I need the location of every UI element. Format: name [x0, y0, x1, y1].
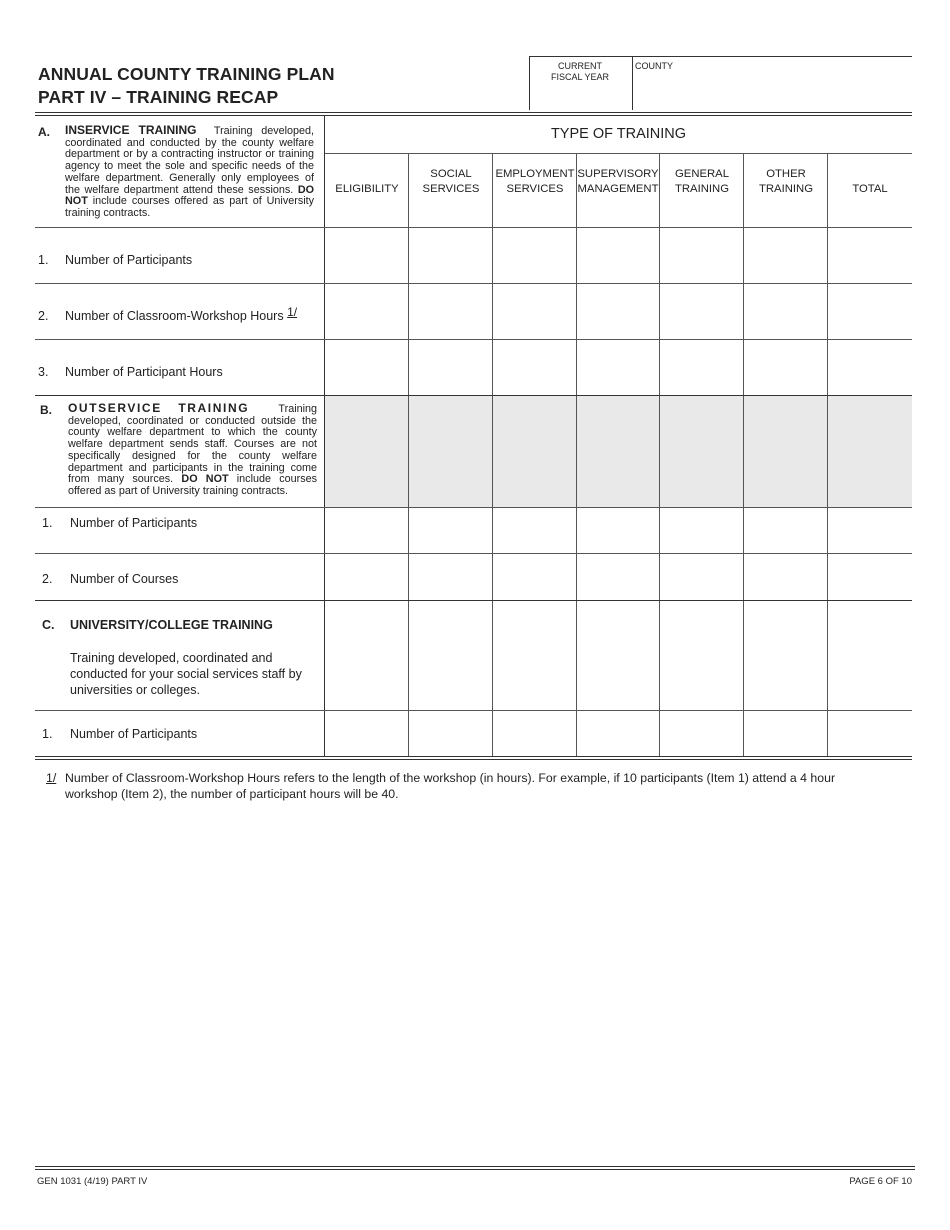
- section-b-heading: OUTSERVICE TRAINING: [68, 401, 250, 415]
- cell-inservice-participants-social-services[interactable]: [409, 228, 492, 283]
- cell-inservice-hours-supervisory[interactable]: [577, 284, 659, 339]
- cell-university-participants-total[interactable]: [828, 711, 912, 756]
- table-bottom-rule-2: [35, 759, 912, 760]
- col-header-other-training: OTHER TRAINING: [759, 168, 813, 195]
- cell-inservice-participant-hours-total[interactable]: [828, 340, 912, 395]
- cell-outservice-participants-other[interactable]: [744, 508, 827, 553]
- inservice-participant-hours-label: Number of Participant Hours: [65, 365, 223, 379]
- cell-inservice-hours-general[interactable]: [660, 284, 743, 339]
- type-of-training-rule: [325, 153, 912, 154]
- header-box-divider: [632, 56, 633, 110]
- col-header-supervisory-management: SUPERVISORY MANAGEMENT: [577, 168, 659, 195]
- form-title-line2: PART IV – TRAINING RECAP: [38, 87, 279, 107]
- section-c-letter: C.: [42, 618, 55, 632]
- section-c-heading: UNIVERSITY/COLLEGE TRAINING: [70, 618, 273, 632]
- header-box-top-rule: [530, 56, 912, 57]
- footer-rule-bottom: [35, 1169, 915, 1170]
- row-number: 2.: [38, 309, 49, 323]
- inservice-participants-label: Number of Participants: [65, 253, 193, 267]
- cell-outservice-courses-general[interactable]: [660, 554, 743, 600]
- cell-outservice-participants-eligibility[interactable]: [325, 508, 408, 553]
- outservice-courses-label: Number of Courses: [70, 572, 179, 586]
- cell-university-participants-social-services[interactable]: [409, 711, 492, 756]
- cell-inservice-hours-employment-services[interactable]: [493, 284, 576, 339]
- section-c-description: Training developed, coordinated and conducted for your social services staff by universities or colleges.: [70, 651, 302, 697]
- cell-inservice-participant-hours-general[interactable]: [660, 340, 743, 395]
- county-label: COUNTY: [635, 61, 673, 71]
- col-header-social-services: SOCIAL SERVICES: [422, 168, 480, 195]
- page-number: PAGE 6 OF 10: [849, 1176, 912, 1187]
- cell-outservice-participants-supervisory[interactable]: [577, 508, 659, 553]
- section-b-description: OUTSERVICE TRAINING Training developed, coordinated or conducted outside the county welfare department to which the county welfare department sends staff. Courses are not specifically designed for the county welfare department and participants in the training come from many sources. DO NOT include courses offered as part of University training contracts.: [68, 401, 318, 497]
- cell-outservice-courses-eligibility[interactable]: [325, 554, 408, 600]
- cell-university-participants-employment-services[interactable]: [493, 711, 576, 756]
- row-number: 1.: [42, 727, 53, 741]
- cell-outservice-participants-social-services[interactable]: [409, 508, 492, 553]
- university-participants-label: Number of Participants: [70, 727, 198, 741]
- cell-inservice-hours-eligibility[interactable]: [325, 284, 408, 339]
- cell-university-participants-eligibility[interactable]: [325, 711, 408, 756]
- form-title-line1: ANNUAL COUNTY TRAINING PLAN: [38, 64, 335, 84]
- section-a-description: INSERVICE TRAINING Training developed, coordinated and conducted by the county welfare department or by a contracting instructor or training agency to meet the sole and specific needs of the welfare department. Generally only employees of the welfare department attend these sessions. DO NOT include courses offered as part of University training contracts.: [65, 123, 315, 219]
- row-number: 3.: [38, 365, 49, 379]
- cell-inservice-participants-eligibility[interactable]: [325, 228, 408, 283]
- cell-inservice-participant-hours-supervisory[interactable]: [577, 340, 659, 395]
- table-bottom-rule-1: [35, 756, 912, 757]
- cell-inservice-participant-hours-eligibility[interactable]: [325, 340, 408, 395]
- form-id: GEN 1031 (4/19) PART IV: [37, 1176, 148, 1187]
- col-header-employment-services: EMPLOYMENT SERVICES: [495, 168, 575, 195]
- header-double-rule-bottom: [35, 115, 912, 116]
- cell-outservice-courses-social-services[interactable]: [409, 554, 492, 600]
- cell-outservice-courses-total[interactable]: [828, 554, 912, 600]
- cell-university-participants-supervisory[interactable]: [577, 711, 659, 756]
- cell-inservice-participant-hours-social-services[interactable]: [409, 340, 492, 395]
- footer-rule-top: [35, 1166, 915, 1167]
- cell-inservice-participant-hours-employment-services[interactable]: [493, 340, 576, 395]
- cell-inservice-participants-general[interactable]: [660, 228, 743, 283]
- col-header-total: TOTAL: [852, 183, 888, 195]
- cell-outservice-courses-employment-services[interactable]: [493, 554, 576, 600]
- cell-university-participants-general[interactable]: [660, 711, 743, 756]
- cell-inservice-participants-total[interactable]: [828, 228, 912, 283]
- cell-inservice-participants-other[interactable]: [744, 228, 827, 283]
- fiscal-year-field[interactable]: [531, 84, 631, 108]
- cell-inservice-hours-social-services[interactable]: [409, 284, 492, 339]
- data-area-left-rule: [324, 116, 325, 756]
- outservice-shaded-band: [325, 396, 912, 507]
- cell-outservice-courses-other[interactable]: [744, 554, 827, 600]
- type-of-training-heading: TYPE OF TRAINING: [550, 126, 687, 142]
- col-header-eligibility: ELIGIBILITY: [335, 183, 399, 195]
- cell-outservice-participants-total[interactable]: [828, 508, 912, 553]
- section-b-letter: B.: [40, 403, 52, 417]
- section-a-heading: INSERVICE TRAINING: [65, 123, 197, 137]
- row-number: 1.: [38, 253, 49, 267]
- cell-outservice-courses-supervisory[interactable]: [577, 554, 659, 600]
- fiscal-year-label: CURRENT FISCAL YEAR: [550, 61, 610, 82]
- inservice-classroom-hours-label: Number of Classroom-Workshop Hours 1/: [65, 305, 298, 323]
- header-box-left-rule: [529, 56, 530, 110]
- header-double-rule-top: [35, 112, 912, 113]
- cell-inservice-hours-total[interactable]: [828, 284, 912, 339]
- section-rule: [35, 395, 912, 396]
- cell-university-participants-other[interactable]: [744, 711, 827, 756]
- col-header-general-training: GENERAL TRAINING: [675, 168, 729, 195]
- row-number: 1.: [42, 516, 53, 530]
- county-field[interactable]: [636, 76, 910, 108]
- section-rule: [35, 600, 912, 601]
- footnote-ref: 1/: [287, 305, 298, 319]
- footnote-text: Number of Classroom-Workshop Hours refers to the length of the workshop (in hours). For example, if 10 participants (Item 1) attend a 4 hour workshop (Item 2), the number of participant hours will be 40.: [65, 771, 836, 801]
- footnote-marker: 1/: [46, 771, 57, 785]
- cell-inservice-participants-supervisory[interactable]: [577, 228, 659, 283]
- cell-outservice-participants-employment-services[interactable]: [493, 508, 576, 553]
- cell-inservice-hours-other[interactable]: [744, 284, 827, 339]
- row-number: 2.: [42, 572, 53, 586]
- outservice-participants-label: Number of Participants: [70, 516, 198, 530]
- cell-outservice-participants-general[interactable]: [660, 508, 743, 553]
- cell-inservice-participants-employment-services[interactable]: [493, 228, 576, 283]
- section-a-letter: A.: [38, 125, 50, 139]
- cell-inservice-participant-hours-other[interactable]: [744, 340, 827, 395]
